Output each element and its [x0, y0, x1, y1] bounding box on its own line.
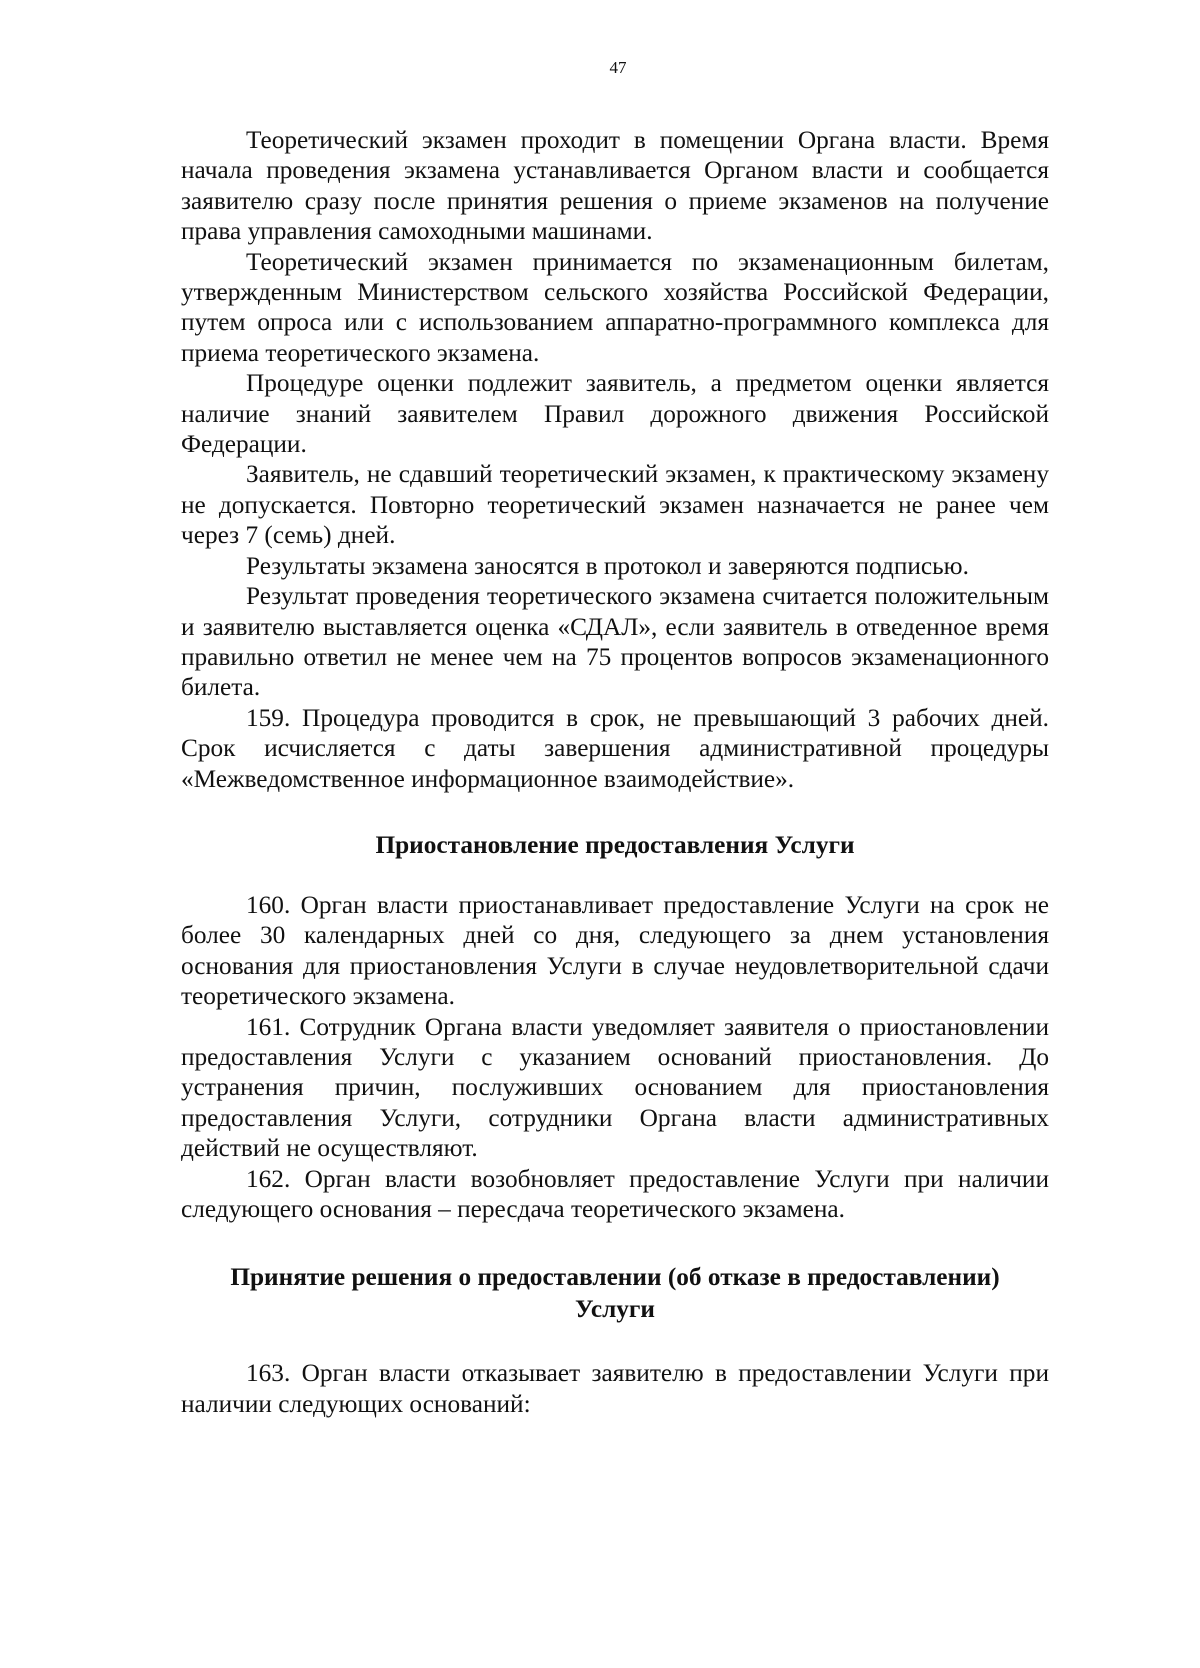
paragraph-160: 160. Орган власти приостанавливает предоставление Услуги на срок не более 30 календарных дней со дня, следующего за днем установления основания для приостановления Услуги в случае неудовлетворительной сдачи теоретического экзамена.: [181, 890, 1049, 1011]
paragraph-163: 163. Орган власти отказывает заявителю в предоставлении Услуги при наличии следующих оснований:: [181, 1359, 1049, 1418]
document-body: [181, 125, 1049, 1419]
section-heading-decision-line1: Принятие решения о предоставлении (об отказе в предоставлении): [230, 1263, 1000, 1292]
paragraph-evaluation-subject: Процедуре оценки подлежит заявитель, а предметом оценки является наличие знаний заявителем Правил дорожного движения Российской Федерации.: [181, 369, 1049, 459]
paragraph-162: 162. Орган власти возобновляет предоставление Услуги при наличии следующего основания – пересдача теоретического экзамена.: [181, 1164, 1049, 1223]
page-number: 47: [609, 58, 627, 77]
paragraph-exam-location: Теоретический экзамен проходит в помещении Органа власти. Время начала проведения экзамена устанавливается Органом власти и сообщается заявителю сразу после принятия решения о приеме экзаменов на получение права управления самоходными машинами.: [181, 126, 1049, 246]
paragraph-failed-exam: Заявитель, не сдавший теоретический экзамен, к практическому экзамену не допускается. Повторно теоретический экзамен назначается не ранее чем через 7 (семь) дней.: [181, 460, 1049, 550]
paragraph-161: 161. Сотрудник Органа власти уведомляет заявителя о приостановлении предоставления Услуги с указанием оснований приостановления. До устранения причин, послуживших основанием для приостановления предоставления Услуги, сотрудники Органа власти административных действий не осуществляют.: [181, 1012, 1049, 1163]
section-heading-suspension: Приостановление предоставления Услуги: [375, 830, 855, 859]
paragraph-exam-protocol: Результаты экзамена заносятся в протокол и заверяются подписью.: [246, 551, 969, 580]
section-heading-decision: [181, 1261, 1049, 1325]
paragraph-exam-tickets: Теоретический экзамен принимается по экзаменационным билетам, утвержденным Министерством сельского хозяйства Российской Федерации, путем опроса или с использованием аппаратно-программного комплекса для приема теоретического экзамена.: [181, 247, 1049, 367]
paragraph-exam-result: Результат проведения теоретического экзамена считается положительным и заявителю выставляется оценка «СДАЛ», если заявитель в отведенное время правильно ответил не менее чем на 75 процентов вопросов экзаменационного билета.: [181, 582, 1049, 702]
paragraph-159: 159. Процедура проводится в срок, не превышающий 3 рабочих дней. Срок исчисляется с даты завершения административной процедуры «Межведомственное информационное взаимодействие».: [181, 703, 1049, 793]
section-heading-decision-line2: Услуги: [575, 1295, 655, 1324]
